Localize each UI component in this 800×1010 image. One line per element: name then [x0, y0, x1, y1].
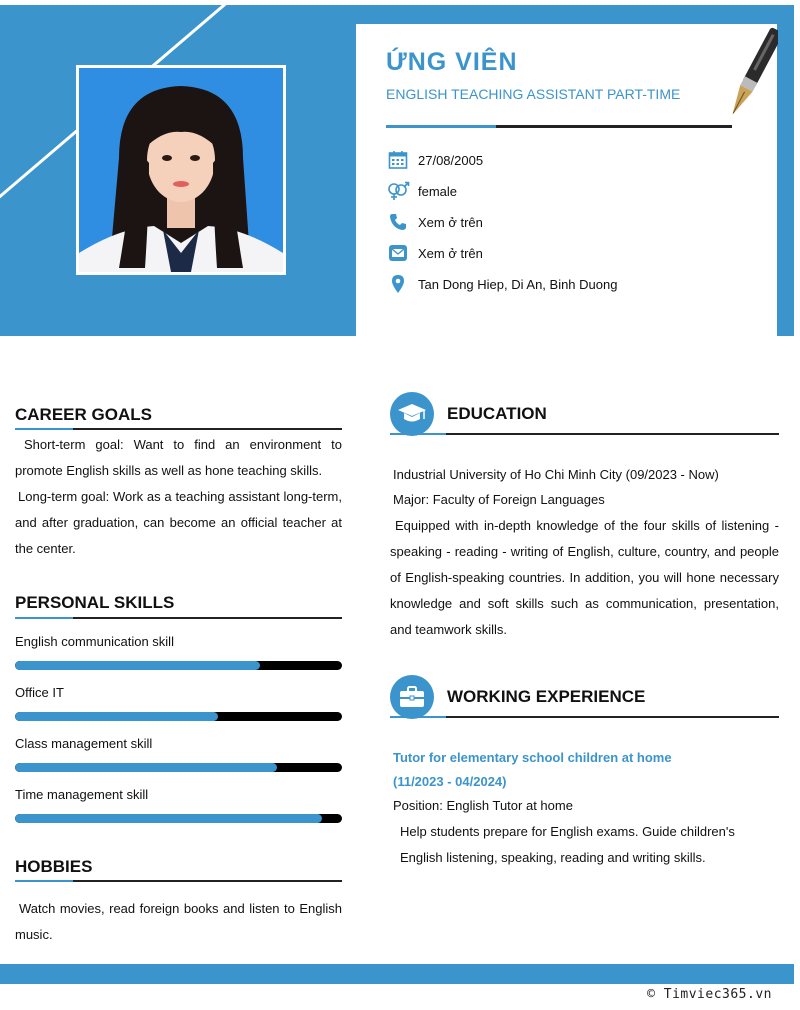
email-value: Xem ở trên [418, 245, 483, 261]
skill-progress-bar [15, 763, 342, 772]
phone-row [386, 211, 483, 233]
education-major: Major: Faculty of Foreign Languages [393, 492, 605, 507]
education-description: Equipped with in-depth knowledge of the four skills of listening - speaking - reading - writing of English, culture, country, and people of English-speaking countries. In addition, you will hone necessary knowledge and soft skills such as communication, presentation, and teamwork skills. [390, 518, 779, 637]
address-value: Tan Dong Hiep, Di An, Binh Duong [418, 276, 618, 292]
education-school: Industrial University of Ho Chi Minh City (09/2023 - Now) [393, 467, 719, 482]
profile-photo [76, 65, 286, 275]
experience-rule [390, 716, 779, 718]
footer-band [0, 964, 794, 984]
skill-progress-fill [15, 661, 260, 670]
skill-progress-fill [15, 814, 322, 823]
personal-skills-rule [15, 617, 342, 619]
gender-row [386, 180, 457, 202]
experience-description: Help students prepare for English exams. Guide children's English listening, speaking, reading and writing skills. [400, 824, 735, 865]
phone-value: Xem ở trên [418, 214, 483, 230]
graduation-cap-icon [390, 392, 434, 436]
education-rule [390, 433, 779, 435]
job-title: ENGLISH TEACHING ASSISTANT PART-TIME [386, 86, 681, 102]
candidate-name: ỨNG VIÊN [386, 48, 518, 76]
skill-progress-bar [15, 661, 342, 670]
education-heading: EDUCATION [447, 404, 547, 423]
birthday-row [386, 149, 483, 171]
birthday-value: 27/08/2005 [418, 152, 484, 168]
career-goal-long: Long-term goal: Work as a teaching assistant long-term, and after graduation, can become an official teacher at the center. [15, 489, 342, 556]
career-goals-rule [15, 428, 342, 430]
career-goal-short: Short-term goal: Want to find an environment to promote English skills as well as hone teaching skills. [15, 437, 342, 478]
calendar-icon [386, 149, 410, 171]
phone-icon [386, 211, 410, 233]
personal-skills-heading: PERSONAL SKILLS [15, 593, 175, 612]
skill-progress-fill [15, 712, 218, 721]
experience-role-title: Tutor for elementary school children at home [393, 750, 672, 765]
location-icon [386, 273, 410, 295]
email-row [386, 242, 483, 264]
portrait-illustration [79, 68, 283, 272]
skill-progress-bar [15, 712, 342, 721]
skill-label: Class management skill [15, 736, 153, 751]
pen-icon [728, 24, 778, 129]
experience-position: Position: English Tutor at home [393, 798, 573, 813]
email-icon [386, 242, 410, 264]
hobbies-heading: HOBBIES [15, 857, 93, 876]
skill-label: English communication skill [15, 634, 174, 649]
briefcase-icon [390, 675, 434, 719]
skill-label: Office IT [15, 685, 64, 700]
experience-period: (11/2023 - 04/2024) [393, 774, 507, 789]
profile-card [356, 24, 777, 336]
hobbies-rule [15, 880, 342, 882]
experience-heading: WORKING EXPERIENCE [447, 687, 646, 706]
title-underline-accent [386, 125, 496, 128]
career-goals-heading: CAREER GOALS [15, 405, 152, 424]
title-underline [496, 125, 732, 128]
skill-label: Time management skill [15, 787, 149, 802]
gender-value: female [418, 183, 458, 199]
copyright-text: © Timviec365.vn [647, 987, 772, 1002]
hobbies-text: Watch movies, read foreign books and listen to English music. [15, 901, 342, 942]
skill-progress-fill [15, 763, 277, 772]
address-row [386, 273, 617, 295]
gender-icon [386, 180, 410, 202]
skill-progress-bar [15, 814, 342, 823]
